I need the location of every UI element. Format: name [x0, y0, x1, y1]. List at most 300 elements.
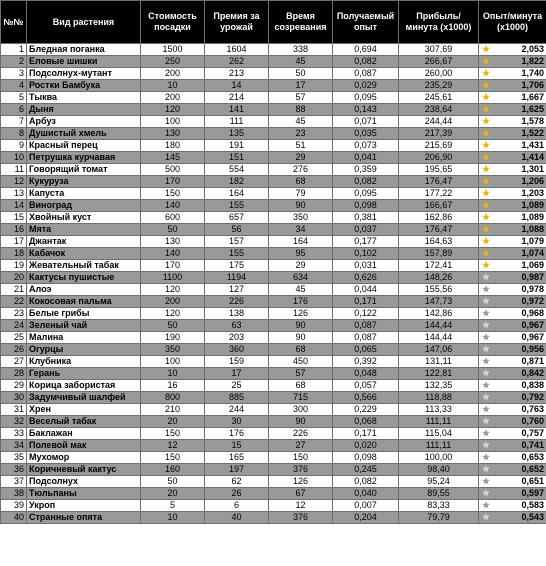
profit-per-minute: 166,67: [399, 200, 479, 212]
row-index: 10: [1, 152, 27, 164]
experience-gained: 0,098: [333, 452, 399, 464]
row-index: 14: [1, 200, 27, 212]
xp-per-minute-cell: [479, 140, 546, 152]
gold-star-icon: ★: [481, 80, 491, 90]
xp-per-minute: 2,053: [521, 44, 544, 54]
plant-name: Белые грибы: [27, 308, 141, 320]
plant-name: Полевой мак: [27, 440, 141, 452]
planting-cost: 190: [141, 332, 205, 344]
xp-per-minute-cell: [479, 488, 546, 500]
xp-per-minute-cell: [479, 152, 546, 164]
row-index: 2: [1, 56, 27, 68]
plant-name: Подсолнух-мутант: [27, 68, 141, 80]
growth-time: 51: [269, 140, 333, 152]
profit-per-minute: 111,11: [399, 416, 479, 428]
experience-gained: 0,566: [333, 392, 399, 404]
table-row: [1, 284, 546, 296]
header-reward: Премия за урожай: [205, 1, 269, 44]
plant-name: Тыква: [27, 92, 141, 104]
planting-cost: 140: [141, 248, 205, 260]
planting-cost: 50: [141, 224, 205, 236]
xp-per-minute-cell: [479, 512, 546, 524]
table-row: [1, 452, 546, 464]
xp-per-minute-cell: [479, 128, 546, 140]
growth-time: 90: [269, 320, 333, 332]
growth-time: 29: [269, 260, 333, 272]
harvest-reward: 157: [205, 236, 269, 248]
experience-gained: 0,071: [333, 116, 399, 128]
plant-name: Душистый хмель: [27, 128, 141, 140]
harvest-reward: 56: [205, 224, 269, 236]
profit-per-minute: 266,67: [399, 56, 479, 68]
silver-star-icon: ★: [481, 284, 491, 294]
table-row: [1, 236, 546, 248]
planting-cost: 140: [141, 200, 205, 212]
table-row: [1, 224, 546, 236]
experience-gained: 0,029: [333, 80, 399, 92]
table-row: [1, 68, 546, 80]
growth-time: 126: [269, 308, 333, 320]
gold-star-icon: ★: [481, 140, 491, 150]
xp-per-minute: 0,543: [521, 512, 544, 522]
plant-name: Алоэ: [27, 284, 141, 296]
row-index: 9: [1, 140, 27, 152]
silver-star-icon: ★: [481, 512, 491, 522]
row-index: 38: [1, 488, 27, 500]
growth-time: 450: [269, 356, 333, 368]
harvest-reward: 214: [205, 92, 269, 104]
experience-gained: 0,177: [333, 236, 399, 248]
xp-per-minute-cell: [479, 500, 546, 512]
experience-gained: 0,095: [333, 92, 399, 104]
xp-per-minute: 0,972: [521, 296, 544, 306]
gold-star-icon: ★: [481, 56, 491, 66]
xp-per-minute: 0,978: [521, 284, 544, 294]
plant-name: Герань: [27, 368, 141, 380]
row-index: 26: [1, 344, 27, 356]
planting-cost: 20: [141, 488, 205, 500]
harvest-reward: 191: [205, 140, 269, 152]
xp-per-minute: 0,651: [521, 476, 544, 486]
plant-name: Кукуруза: [27, 176, 141, 188]
experience-gained: 0,031: [333, 260, 399, 272]
plant-name: Веселый табак: [27, 416, 141, 428]
experience-gained: 0,087: [333, 320, 399, 332]
silver-star-icon: ★: [481, 272, 491, 282]
table-row: [1, 164, 546, 176]
row-index: 36: [1, 464, 27, 476]
experience-gained: 0,204: [333, 512, 399, 524]
harvest-reward: 554: [205, 164, 269, 176]
harvest-reward: 151: [205, 152, 269, 164]
profit-per-minute: 195,65: [399, 164, 479, 176]
harvest-reward: 159: [205, 356, 269, 368]
growth-time: 90: [269, 200, 333, 212]
row-index: 6: [1, 104, 27, 116]
table-row: [1, 140, 546, 152]
profit-per-minute: 206,90: [399, 152, 479, 164]
growth-time: 45: [269, 284, 333, 296]
xp-per-minute: 0,871: [521, 356, 544, 366]
xp-per-minute-cell: [479, 464, 546, 476]
experience-gained: 0,044: [333, 284, 399, 296]
profit-per-minute: 245,61: [399, 92, 479, 104]
profit-per-minute: 244,44: [399, 116, 479, 128]
profit-per-minute: 307,69: [399, 44, 479, 56]
experience-gained: 0,020: [333, 440, 399, 452]
harvest-reward: 244: [205, 404, 269, 416]
harvest-reward: 138: [205, 308, 269, 320]
experience-gained: 0,359: [333, 164, 399, 176]
xp-per-minute: 1,074: [521, 248, 544, 258]
harvest-reward: 165: [205, 452, 269, 464]
profit-per-minute: 89,55: [399, 488, 479, 500]
row-index: 23: [1, 308, 27, 320]
planting-cost: 130: [141, 236, 205, 248]
table-row: [1, 320, 546, 332]
harvest-reward: 182: [205, 176, 269, 188]
plant-name: Еловые шишки: [27, 56, 141, 68]
profit-per-minute: 122,81: [399, 368, 479, 380]
harvest-reward: 226: [205, 296, 269, 308]
row-index: 15: [1, 212, 27, 224]
table-row: [1, 440, 546, 452]
planting-cost: 1500: [141, 44, 205, 56]
harvest-reward: 15: [205, 440, 269, 452]
silver-star-icon: ★: [481, 392, 491, 402]
profit-per-minute: 113,33: [399, 404, 479, 416]
xp-per-minute: 0,842: [521, 368, 544, 378]
growth-time: 45: [269, 56, 333, 68]
row-index: 39: [1, 500, 27, 512]
xp-per-minute: 0,967: [521, 332, 544, 342]
planting-cost: 500: [141, 164, 205, 176]
profit-per-minute: 115,04: [399, 428, 479, 440]
plant-name: Хвойный куст: [27, 212, 141, 224]
row-index: 8: [1, 128, 27, 140]
row-index: 1: [1, 44, 27, 56]
table-row: [1, 212, 546, 224]
harvest-reward: 197: [205, 464, 269, 476]
xp-per-minute-cell: [479, 272, 546, 284]
harvest-reward: 164: [205, 188, 269, 200]
harvest-reward: 175: [205, 260, 269, 272]
header-xp-rate: Опыт/минута (x1000): [479, 1, 546, 44]
harvest-reward: 1604: [205, 44, 269, 56]
row-index: 33: [1, 428, 27, 440]
gold-star-icon: ★: [481, 200, 491, 210]
plant-name: Подсолнух: [27, 476, 141, 488]
experience-gained: 0,229: [333, 404, 399, 416]
table-body: [1, 44, 546, 524]
row-index: 16: [1, 224, 27, 236]
experience-gained: 0,082: [333, 56, 399, 68]
table-row: [1, 116, 546, 128]
experience-gained: 0,048: [333, 368, 399, 380]
xp-per-minute: 1,706: [521, 80, 544, 90]
plant-name: Джантак: [27, 236, 141, 248]
table-row: [1, 368, 546, 380]
silver-star-icon: ★: [481, 380, 491, 390]
growth-time: 17: [269, 80, 333, 92]
harvest-reward: 17: [205, 368, 269, 380]
growth-time: 79: [269, 188, 333, 200]
gold-star-icon: ★: [481, 68, 491, 78]
xp-per-minute: 1,203: [521, 188, 544, 198]
profit-per-minute: 238,64: [399, 104, 479, 116]
xp-per-minute: 1,088: [521, 224, 544, 234]
profit-per-minute: 144,44: [399, 332, 479, 344]
plant-name: Красный перец: [27, 140, 141, 152]
xp-per-minute: 0,967: [521, 320, 544, 330]
planting-cost: 50: [141, 476, 205, 488]
growth-time: 350: [269, 212, 333, 224]
profit-per-minute: 79,79: [399, 512, 479, 524]
planting-cost: 100: [141, 356, 205, 368]
xp-per-minute: 0,763: [521, 404, 544, 414]
xp-per-minute: 0,987: [521, 272, 544, 282]
gold-star-icon: ★: [481, 188, 491, 198]
xp-per-minute-cell: [479, 332, 546, 344]
silver-star-icon: ★: [481, 500, 491, 510]
growth-time: 67: [269, 488, 333, 500]
silver-star-icon: ★: [481, 476, 491, 486]
plant-name: Кокосовая пальма: [27, 296, 141, 308]
xp-per-minute-cell: [479, 404, 546, 416]
plant-name: Мята: [27, 224, 141, 236]
table-row: [1, 512, 546, 524]
row-index: 20: [1, 272, 27, 284]
row-index: 19: [1, 260, 27, 272]
table-row: [1, 500, 546, 512]
xp-per-minute-cell: [479, 68, 546, 80]
row-index: 3: [1, 68, 27, 80]
xp-per-minute-cell: [479, 452, 546, 464]
plant-name: Огурцы: [27, 344, 141, 356]
growth-time: 126: [269, 476, 333, 488]
xp-per-minute: 1,625: [521, 104, 544, 114]
planting-cost: 160: [141, 464, 205, 476]
xp-per-minute-cell: [479, 56, 546, 68]
row-index: 40: [1, 512, 27, 524]
xp-per-minute-cell: [479, 116, 546, 128]
planting-cost: 10: [141, 368, 205, 380]
silver-star-icon: ★: [481, 404, 491, 414]
xp-per-minute: 0,653: [521, 452, 544, 462]
experience-gained: 0,041: [333, 152, 399, 164]
growth-time: 88: [269, 104, 333, 116]
xp-per-minute-cell: [479, 248, 546, 260]
planting-cost: 1100: [141, 272, 205, 284]
profit-per-minute: 155,56: [399, 284, 479, 296]
harvest-reward: 14: [205, 80, 269, 92]
planting-cost: 120: [141, 104, 205, 116]
silver-star-icon: ★: [481, 344, 491, 354]
growth-time: 90: [269, 332, 333, 344]
table-row: [1, 488, 546, 500]
header-name: Вид растения: [27, 1, 141, 44]
plant-name: Петрушка курчавая: [27, 152, 141, 164]
xp-per-minute: 0,956: [521, 344, 544, 354]
silver-star-icon: ★: [481, 416, 491, 426]
xp-per-minute-cell: [479, 224, 546, 236]
gold-star-icon: ★: [481, 92, 491, 102]
xp-per-minute-cell: [479, 176, 546, 188]
growth-time: 376: [269, 464, 333, 476]
harvest-reward: 62: [205, 476, 269, 488]
row-index: 32: [1, 416, 27, 428]
xp-per-minute-cell: [479, 296, 546, 308]
xp-per-minute-cell: [479, 164, 546, 176]
table-row: [1, 344, 546, 356]
growth-time: 23: [269, 128, 333, 140]
gold-star-icon: ★: [481, 116, 491, 126]
silver-star-icon: ★: [481, 428, 491, 438]
gold-star-icon: ★: [481, 164, 491, 174]
xp-per-minute-cell: [479, 320, 546, 332]
xp-per-minute-cell: [479, 236, 546, 248]
plant-name: Задумчивый шалфей: [27, 392, 141, 404]
xp-per-minute: 0,760: [521, 416, 544, 426]
harvest-reward: 6: [205, 500, 269, 512]
table-row: [1, 296, 546, 308]
xp-per-minute-cell: [479, 416, 546, 428]
plant-name: Капуста: [27, 188, 141, 200]
xp-per-minute: 1,522: [521, 128, 544, 138]
xp-per-minute-cell: [479, 104, 546, 116]
planting-cost: 350: [141, 344, 205, 356]
profit-per-minute: 111,11: [399, 440, 479, 452]
table-row: [1, 200, 546, 212]
xp-per-minute: 0,757: [521, 428, 544, 438]
harvest-reward: 135: [205, 128, 269, 140]
experience-gained: 0,040: [333, 488, 399, 500]
harvest-reward: 885: [205, 392, 269, 404]
row-index: 18: [1, 248, 27, 260]
growth-time: 300: [269, 404, 333, 416]
plant-name: Дыня: [27, 104, 141, 116]
experience-gained: 0,087: [333, 332, 399, 344]
xp-per-minute: 0,652: [521, 464, 544, 474]
profit-per-minute: 177,22: [399, 188, 479, 200]
experience-gained: 0,037: [333, 224, 399, 236]
planting-cost: 150: [141, 428, 205, 440]
plant-name: Клубника: [27, 356, 141, 368]
profit-per-minute: 83,33: [399, 500, 479, 512]
growth-time: 12: [269, 500, 333, 512]
growth-time: 68: [269, 344, 333, 356]
row-index: 34: [1, 440, 27, 452]
experience-gained: 0,082: [333, 176, 399, 188]
growth-time: 90: [269, 416, 333, 428]
experience-gained: 0,035: [333, 128, 399, 140]
planting-cost: 250: [141, 56, 205, 68]
harvest-reward: 155: [205, 200, 269, 212]
harvest-reward: 111: [205, 116, 269, 128]
gold-star-icon: ★: [481, 248, 491, 258]
planting-cost: 200: [141, 296, 205, 308]
harvest-reward: 26: [205, 488, 269, 500]
profit-per-minute: 235,29: [399, 80, 479, 92]
growth-time: 338: [269, 44, 333, 56]
table-row: [1, 152, 546, 164]
plant-name: Баклажан: [27, 428, 141, 440]
xp-per-minute: 1,069: [521, 260, 544, 270]
plant-name: Арбуз: [27, 116, 141, 128]
xp-per-minute: 1,822: [521, 56, 544, 66]
table-row: [1, 272, 546, 284]
experience-gained: 0,095: [333, 188, 399, 200]
harvest-reward: 360: [205, 344, 269, 356]
harvest-reward: 262: [205, 56, 269, 68]
growth-time: 95: [269, 248, 333, 260]
experience-gained: 0,694: [333, 44, 399, 56]
header-cost: Стоимость посадки: [141, 1, 205, 44]
planting-cost: 100: [141, 116, 205, 128]
xp-per-minute: 0,968: [521, 308, 544, 318]
growth-time: 164: [269, 236, 333, 248]
table-row: [1, 128, 546, 140]
plant-name: Кактусы пушистые: [27, 272, 141, 284]
experience-gained: 0,068: [333, 416, 399, 428]
plant-name: Мухомор: [27, 452, 141, 464]
experience-gained: 0,057: [333, 380, 399, 392]
row-index: 12: [1, 176, 27, 188]
growth-time: 68: [269, 176, 333, 188]
xp-per-minute: 1,206: [521, 176, 544, 186]
gold-star-icon: ★: [481, 236, 491, 246]
xp-per-minute-cell: [479, 260, 546, 272]
xp-per-minute-cell: [479, 344, 546, 356]
gold-star-icon: ★: [481, 104, 491, 114]
experience-gained: 0,171: [333, 296, 399, 308]
gold-star-icon: ★: [481, 152, 491, 162]
row-index: 21: [1, 284, 27, 296]
table-header-row: [1, 1, 546, 44]
experience-gained: 0,065: [333, 344, 399, 356]
plant-name: Виноград: [27, 200, 141, 212]
profit-per-minute: 142,86: [399, 308, 479, 320]
growth-time: 68: [269, 380, 333, 392]
harvest-reward: 1194: [205, 272, 269, 284]
experience-gained: 0,007: [333, 500, 399, 512]
row-index: 29: [1, 380, 27, 392]
xp-per-minute: 1,667: [521, 92, 544, 102]
harvest-reward: 63: [205, 320, 269, 332]
growth-time: 50: [269, 68, 333, 80]
table-row: [1, 476, 546, 488]
table-row: [1, 92, 546, 104]
xp-per-minute-cell: [479, 428, 546, 440]
planting-cost: 150: [141, 452, 205, 464]
xp-per-minute-cell: [479, 80, 546, 92]
growth-time: 634: [269, 272, 333, 284]
experience-gained: 0,087: [333, 68, 399, 80]
silver-star-icon: ★: [481, 332, 491, 342]
xp-per-minute-cell: [479, 308, 546, 320]
harvest-reward: 40: [205, 512, 269, 524]
xp-per-minute: 0,597: [521, 488, 544, 498]
gold-star-icon: ★: [481, 224, 491, 234]
planting-cost: 150: [141, 188, 205, 200]
xp-per-minute: 1,301: [521, 164, 544, 174]
table-row: [1, 188, 546, 200]
profit-per-minute: 176,47: [399, 224, 479, 236]
row-index: 35: [1, 452, 27, 464]
xp-per-minute: 1,578: [521, 116, 544, 126]
xp-per-minute-cell: [479, 44, 546, 56]
gold-star-icon: ★: [481, 212, 491, 222]
